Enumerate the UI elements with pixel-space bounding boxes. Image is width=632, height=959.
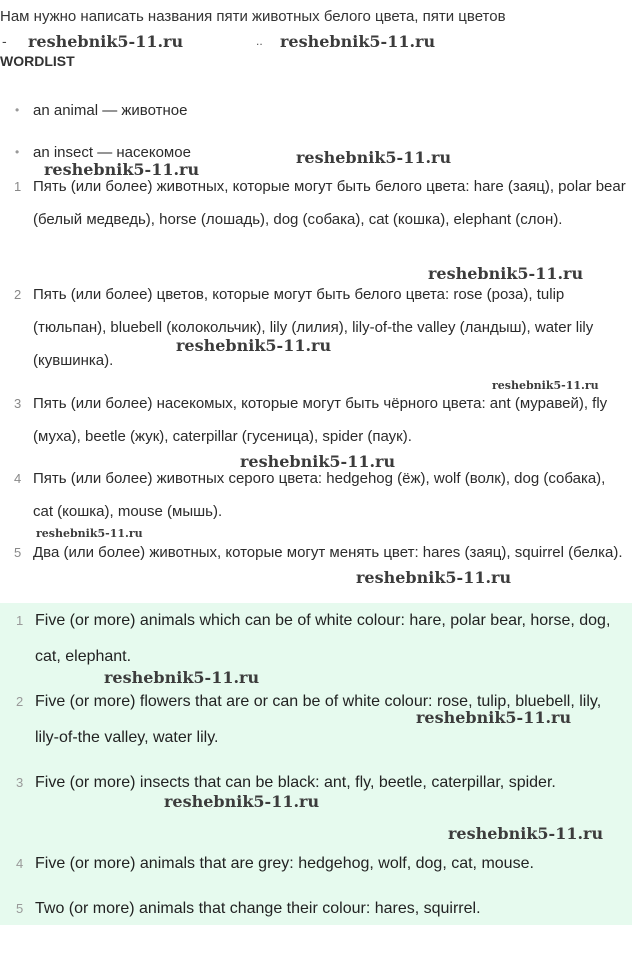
- en-answer-3: [16, 765, 625, 801]
- item-number: 1: [14, 179, 22, 194]
- watermark: reshebnik5-11.ru: [416, 708, 572, 727]
- ru-answer-3: [14, 387, 628, 453]
- ru-answer-text: Пять (или более) животных серого цвета: hedgehog (ёж), wolf (волк), dog (собака), cat (кошка), mouse (мышь).: [33, 470, 606, 520]
- dots-mark: ..: [256, 34, 263, 48]
- watermark: reshebnik5-11.ru: [28, 32, 184, 51]
- en-answer-5: [16, 891, 625, 927]
- watermark: reshebnik5-11.ru: [280, 32, 436, 51]
- ru-answer-4: [14, 462, 628, 528]
- watermark: reshebnik5-11.ru: [240, 452, 396, 471]
- ru-answer-1: [14, 170, 628, 236]
- dash-mark: -: [2, 33, 7, 49]
- watermark: reshebnik5-11.ru: [44, 160, 200, 179]
- wordlist-item-animal: • an animal — животное: [33, 102, 187, 119]
- ru-answer-text: Пять (или более) цветов, которые могут быть белого цвета: rose (роза), tulip (тюльпан), bluebell (колокольчик), lily (лилия), lily-of-the valley (ландыш), water lily (кувшинка).: [33, 286, 594, 369]
- en-answer-text: Two (or more) animals that change their colour: hares, squirrel.: [35, 900, 481, 917]
- en-answer-text: Five (or more) animals which can be of white colour: hare, polar bear, horse, dog, cat, elephant.: [35, 612, 611, 665]
- item-number: 4: [14, 471, 22, 486]
- en-answer-4: [16, 846, 625, 882]
- ru-answer-5: [14, 536, 628, 569]
- en-answer-text: Five (or more) flowers that are or can be of white colour: rose, tulip, bluebell, lily, lily-of-the valley, water lily.: [35, 693, 602, 746]
- en-answer-1: [16, 603, 625, 675]
- watermark: reshebnik5-11.ru: [176, 336, 332, 355]
- watermark: reshebnik5-11.ru: [164, 792, 320, 811]
- watermark: reshebnik5-11.ru: [296, 148, 452, 167]
- en-answer-text: Five (or more) animals that are grey: hedgehog, wolf, dog, cat, mouse.: [35, 855, 534, 872]
- item-number: 3: [16, 775, 24, 790]
- watermark: reshebnik5-11.ru: [428, 264, 584, 283]
- ru-answer-text: Пять (или более) насекомых, которые могут быть чёрного цвета: ant (муравей), fly (муха), beetle (жук), caterpillar (гусеница), spider (паук).: [33, 395, 608, 445]
- watermark: reshebnik5-11.ru: [492, 379, 599, 392]
- watermark: reshebnik5-11.ru: [36, 527, 143, 540]
- english-answers-panel: [0, 603, 632, 925]
- item-number: 5: [14, 545, 22, 560]
- item-number: 5: [16, 901, 24, 916]
- ru-answer-text: Пять (или более) животных, которые могут быть белого цвета: hare (заяц), polar bear (белый медведь), horse (лошадь), dog (собака), cat (кошка), elephant (слон).: [33, 178, 626, 228]
- watermark: reshebnik5-11.ru: [104, 668, 260, 687]
- ru-answer-2: [14, 278, 628, 377]
- item-number: 4: [16, 856, 24, 871]
- en-answer-text: Five (or more) insects that can be black: ant, fly, beetle, caterpillar, spider.: [35, 774, 556, 791]
- wordlist-title: WORDLIST: [0, 53, 75, 69]
- ru-answer-text: Два (или более) животных, которые могут менять цвет: hares (заяц), squirrel (белка).: [33, 544, 623, 561]
- item-number: 1: [16, 613, 24, 628]
- intro-text: Нам нужно написать названия пяти животных белого цвета, пяти цветов: [0, 8, 506, 25]
- item-number: 2: [14, 287, 22, 302]
- wordlist-item-insect: • an insect — насекомое: [33, 144, 191, 161]
- watermark: reshebnik5-11.ru: [356, 568, 512, 587]
- item-number: 3: [14, 396, 22, 411]
- item-number: 2: [16, 694, 24, 709]
- watermark: reshebnik5-11.ru: [448, 824, 604, 843]
